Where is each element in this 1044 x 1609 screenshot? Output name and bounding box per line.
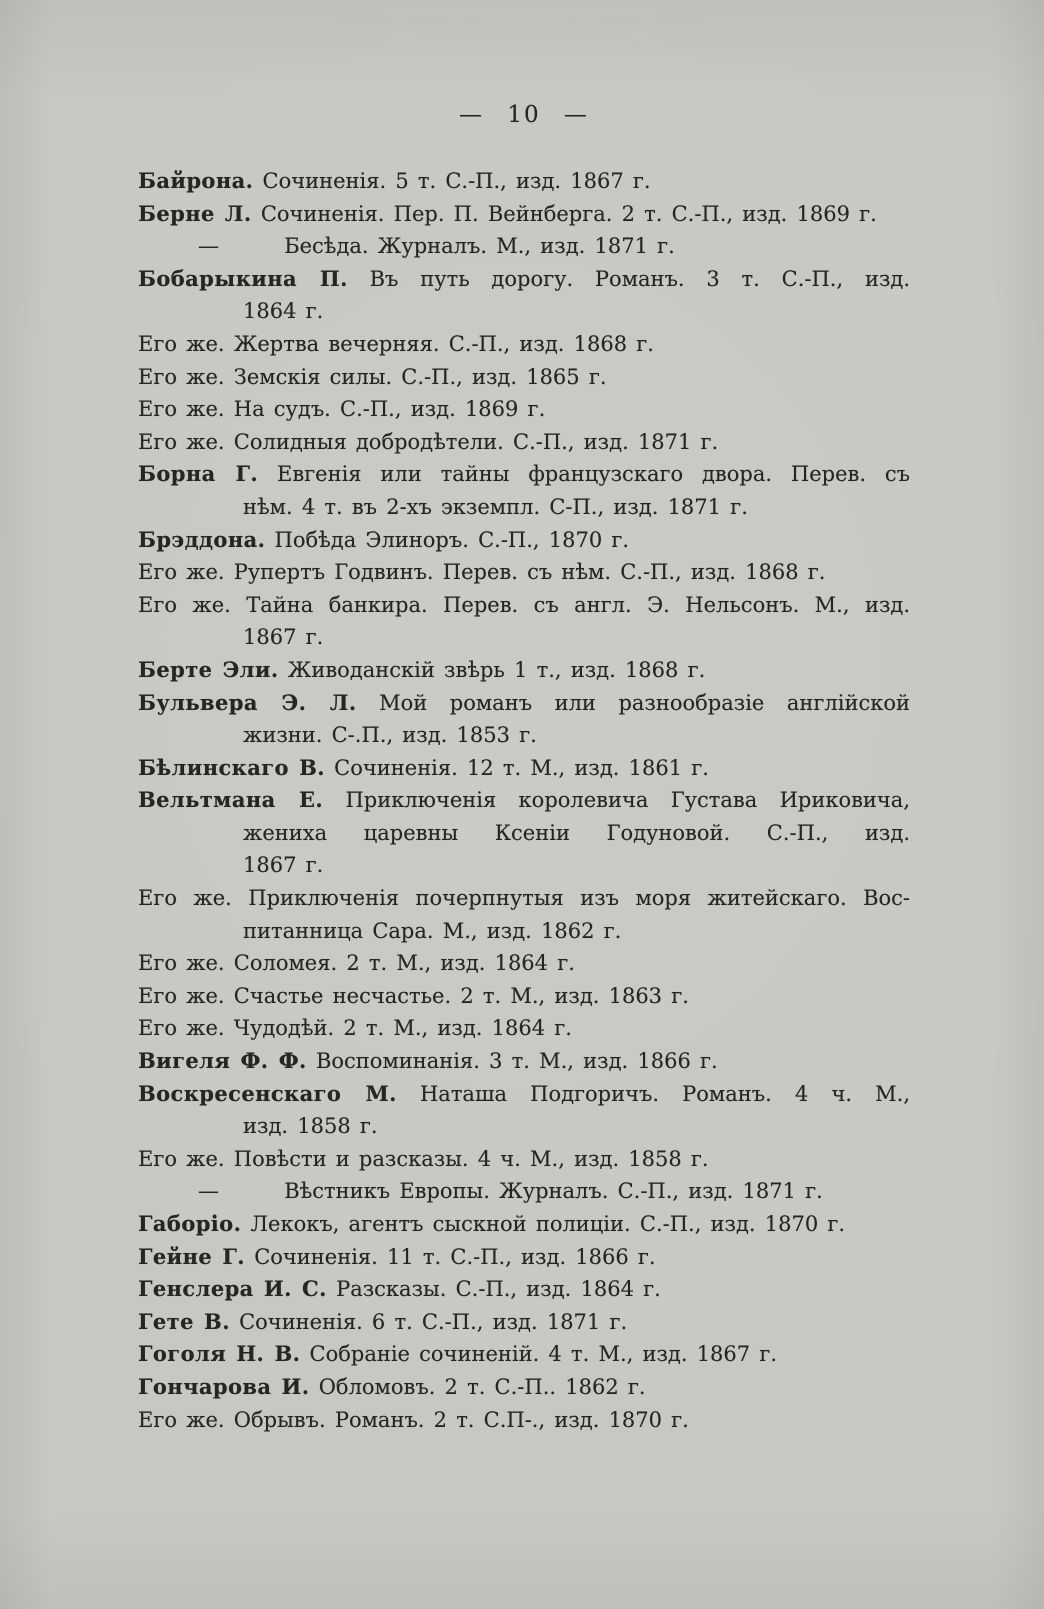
catalog-entry — [138, 589, 910, 654]
catalog-entry — [138, 1143, 910, 1176]
entry-same-author-label: Его же. — [138, 1016, 225, 1041]
entry-same-author-label: Его же. — [138, 592, 231, 617]
entry-author-name: Воскресенскаго М. — [138, 1080, 397, 1106]
entry-text: Побѣда Элиноръ. С.-П., 1870 г. — [274, 527, 630, 552]
catalog-entry — [138, 393, 910, 426]
entry-same-author-label: Его же. — [138, 331, 225, 356]
catalog-entry — [138, 687, 910, 752]
entry-same-author-label: Его же. — [138, 1407, 225, 1432]
entry-author-name: Борна Г. — [138, 461, 259, 487]
entry-text: Разсказы. С.-П., изд. 1864 г. — [336, 1277, 661, 1302]
catalog-entry — [138, 947, 910, 980]
entry-first-line — [138, 165, 910, 198]
entry-text: Чудодѣй. 2 т. М., изд. 1864 г. — [233, 1016, 572, 1041]
entry-first-line — [138, 361, 910, 394]
entry-first-line — [138, 1306, 910, 1339]
catalog-entry — [138, 882, 910, 947]
catalog-entry — [138, 1045, 910, 1078]
entry-continuation-line: 1867 г. — [243, 625, 324, 650]
entry-first-line — [138, 458, 910, 491]
catalog-entry — [138, 1273, 910, 1306]
entry-text: Сочиненія. 12 т. М., изд. 1861 г. — [334, 755, 709, 780]
catalog-entry — [138, 1404, 910, 1437]
catalog-entry — [138, 458, 910, 523]
entry-first-line — [138, 687, 910, 720]
entry-text: Счастье несчастье. 2 т. М., изд. 1863 г. — [233, 983, 689, 1008]
entry-author-name: Бульвера Э. Л. — [138, 689, 357, 715]
entry-same-author-label: Его же. — [138, 886, 232, 911]
entry-first-line — [138, 1143, 910, 1176]
entry-same-author-label: Его же. — [138, 397, 225, 422]
entry-text: Приключенія почерпнутыя изъ моря житейскаго. Вос- — [248, 886, 910, 911]
entry-text: Соломея. 2 т. М., изд. 1864 г. — [233, 951, 575, 976]
entry-text: Рупертъ Годвинъ. Перев. съ нѣм. С.-П., изд. 1868 г. — [233, 560, 826, 585]
entry-author-name: Берте Эли. — [138, 656, 279, 682]
entry-text: Сочиненія. Пер. П. Вейнберга. 2 т. С.-П., изд. 1869 г. — [260, 201, 877, 226]
entry-text: Наташа Подгоричъ. Романъ. 4 ч. М., — [419, 1081, 910, 1106]
entry-first-line — [138, 198, 910, 231]
entry-author-name: Брэддона. — [138, 526, 266, 552]
entry-first-line — [138, 1404, 910, 1437]
entry-first-line — [138, 1045, 910, 1078]
entry-first-line — [138, 882, 910, 915]
entry-author-name: Берне Л. — [138, 200, 252, 226]
catalog-entry — [138, 230, 910, 263]
entry-continuation-line: питанница Сара. М., изд. 1862 г. — [243, 918, 622, 943]
catalog-entry — [138, 426, 910, 459]
entry-author-name: Гете В. — [138, 1308, 230, 1334]
catalog-entry — [138, 752, 910, 785]
entry-text: Вѣстникъ Европы. Журналъ. С.-П., изд. 1871 г. — [284, 1179, 823, 1204]
entry-continuation-line: 1864 г. — [243, 299, 324, 324]
entry-first-line — [138, 589, 910, 622]
entry-author-name: Вельтмана Е. — [138, 787, 324, 813]
entry-first-line — [138, 230, 910, 263]
catalog-entry — [138, 1175, 910, 1208]
entry-first-line — [138, 654, 910, 687]
entry-text: Сочиненія. 11 т. С.-П., изд. 1866 г. — [254, 1244, 656, 1269]
entry-first-line — [138, 1241, 910, 1274]
entry-first-line — [138, 524, 910, 557]
entry-first-line — [138, 1371, 910, 1404]
entry-first-line — [138, 393, 910, 426]
entry-first-line — [138, 556, 910, 589]
entry-text: Сочиненія. 5 т. С.-П., изд. 1867 г. — [262, 169, 651, 193]
catalog-entry — [138, 1371, 910, 1404]
entry-text: Воспоминанія. 3 т. М., изд. 1866 г. — [315, 1049, 718, 1074]
entry-author-name: Байрона. — [138, 168, 254, 193]
entry-text: Лекокъ, агентъ сыскной полиціи. С.-П., изд. 1870 г. — [250, 1212, 846, 1236]
entry-author-name: Бобарыкина П. — [138, 265, 348, 291]
entry-author-name: Вигеля Ф. Ф. — [138, 1048, 307, 1074]
catalog-entry — [138, 980, 910, 1013]
entry-text: Обломовъ. 2 т. С.-П.. 1862 г. — [318, 1374, 646, 1399]
entry-author-name: Бѣлинскаго В. — [138, 754, 325, 780]
entry-continuation-line: изд. 1858 г. — [243, 1114, 378, 1139]
entry-repeat-dash: — — [198, 234, 219, 259]
entry-author-name: Гоголя Н. В. — [138, 1341, 301, 1367]
entry-text: На судъ. С.-П., изд. 1869 г. — [233, 397, 546, 422]
bibliography-list — [138, 165, 910, 1436]
catalog-entry — [138, 165, 910, 198]
entry-same-author-label: Его же. — [138, 560, 225, 585]
entry-first-line — [138, 426, 910, 459]
entry-same-author-label: Его же. — [138, 364, 225, 389]
catalog-entry — [138, 1208, 910, 1241]
entry-first-line — [138, 752, 910, 785]
page-number: — 10 — — [459, 102, 589, 128]
entry-first-line — [138, 328, 910, 361]
entry-text: Бесѣда. Журналъ. М., изд. 1871 г. — [284, 234, 675, 259]
entry-continuation-line: жизни. С-.П., изд. 1853 г. — [243, 723, 537, 748]
entry-text: Евгенія или тайны французскаго двора. Перев. съ — [277, 462, 910, 487]
entry-author-name: Гейне Г. — [138, 1243, 245, 1269]
entry-first-line — [138, 1273, 910, 1306]
entry-first-line — [138, 263, 910, 296]
catalog-entry — [138, 1012, 910, 1045]
entry-repeat-dash: — — [198, 1179, 219, 1204]
entry-first-line — [138, 784, 910, 817]
entry-text: Живоданскій звѣрь 1 т., изд. 1868 г. — [287, 657, 706, 682]
entry-continuation-line: жениха царевны Ксеніи Годуновой. С.-П., изд. — [243, 820, 910, 845]
entry-text: Собраніе сочиненій. 4 т. М., изд. 1867 г. — [309, 1342, 777, 1367]
catalog-entry — [138, 1338, 910, 1371]
entry-text: Тайна банкира. Перев. съ англ. Э. Нельсонъ. М., изд. — [246, 592, 910, 617]
entry-text: Въ путь дорогу. Романъ. 3 т. С.-П., изд. — [369, 266, 910, 291]
catalog-entry — [138, 784, 910, 882]
entry-same-author-label: Его же. — [138, 1146, 225, 1171]
entry-same-author-label: Его же. — [138, 951, 225, 976]
catalog-entry — [138, 263, 910, 328]
entry-text: Жертва вечерняя. С.-П., изд. 1868 г. — [233, 331, 654, 356]
entry-continuation-line: нѣм. 4 т. въ 2-хъ экземпл. С-П., изд. 1871 г. — [243, 494, 748, 519]
entry-text: Земскія силы. С.-П., изд. 1865 г. — [233, 364, 607, 389]
catalog-entry — [138, 1078, 910, 1143]
catalog-entry — [138, 556, 910, 589]
entry-text: Солидныя добродѣтели. С.-П., изд. 1871 г. — [233, 429, 719, 454]
entry-first-line — [138, 1338, 910, 1371]
entry-text: Мой романъ или разнообразіе англійской — [379, 690, 910, 715]
entry-first-line — [138, 1208, 910, 1241]
catalog-entry — [138, 524, 910, 557]
catalog-entry — [138, 1241, 910, 1274]
catalog-entry — [138, 654, 910, 687]
entry-author-name: Габоріо. — [138, 1211, 242, 1236]
entry-text: Обрывъ. Романъ. 2 т. С.П-., изд. 1870 г. — [233, 1407, 689, 1432]
entry-same-author-label: Его же. — [138, 429, 225, 454]
catalog-entry — [138, 198, 910, 231]
entry-text: Повѣсти и разсказы. 4 ч. М., изд. 1858 г. — [233, 1146, 709, 1171]
entry-first-line — [138, 947, 910, 980]
catalog-entry — [138, 328, 910, 361]
entry-first-line — [138, 980, 910, 1013]
catalog-entry — [138, 1306, 910, 1339]
entry-author-name: Гончарова И. — [138, 1373, 310, 1399]
entry-first-line — [138, 1175, 910, 1208]
entry-same-author-label: Его же. — [138, 983, 225, 1008]
entry-first-line — [138, 1012, 910, 1045]
entry-text: Приключенія королевича Густава Ириковича, — [345, 788, 910, 813]
entry-continuation-line: 1867 г. — [243, 853, 324, 878]
entry-author-name: Генслера И. С. — [138, 1276, 327, 1302]
entry-first-line — [138, 1078, 910, 1111]
catalog-entry — [138, 361, 910, 394]
entry-text: Сочиненія. 6 т. С.-П., изд. 1871 г. — [239, 1309, 628, 1334]
